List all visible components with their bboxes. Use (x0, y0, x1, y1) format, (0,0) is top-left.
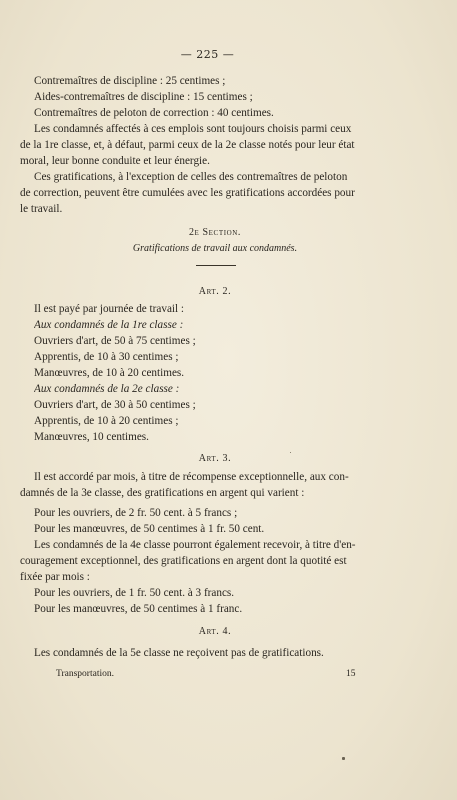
footer-running-title: Transportation. (56, 669, 114, 679)
text-line: Ouvriers d'art, de 30 à 50 centimes ; (34, 399, 196, 411)
page-number: — 225 — (180, 48, 235, 61)
text-line: le travail. (20, 203, 63, 215)
text-line: Les condamnés affectés à ces emplois sont toujours choisis parmi ceux (34, 123, 352, 135)
text-line: Les condamnés de la 5e classe ne reçoivent pas de gratifications. (34, 647, 324, 659)
text-line: Pour les ouvriers, de 2 fr. 50 cent. à 5 francs ; (34, 507, 238, 519)
text-line: Aux condamnés de la 1re classe : (34, 319, 184, 331)
article-heading: Art. 3. (198, 453, 232, 464)
text-line: moral, leur bonne conduite et leur énergie. (20, 155, 210, 167)
text-line: damnés de la 3e classe, des gratifications en argent qui varient : (20, 487, 305, 499)
text-line: Manœuvres, 10 centimes. (34, 431, 149, 443)
text-line: de correction, peuvent être cumulées avec les gratifications accordées pour (20, 187, 355, 199)
paper-speck (290, 452, 291, 453)
text-line: fixée par mois : (20, 571, 90, 583)
text-line: Pour les manœuvres, de 50 centimes à 1 fr. 50 cent. (34, 523, 265, 535)
text-line: Contremaîtres de peloton de correction : 40 centimes. (34, 107, 274, 119)
text-line: Aides-contremaîtres de discipline : 15 centimes ; (34, 91, 253, 103)
section-title: 2e Section. (188, 227, 242, 238)
paper-speck (342, 757, 345, 760)
text-line: Il est accordé par mois, à titre de récompense exceptionnelle, aux con- (34, 471, 349, 483)
section-rule (196, 265, 236, 266)
article-heading: Art. 2. (198, 286, 232, 297)
text-line: Aux condamnés de la 2e classe : (34, 383, 180, 395)
text-line: Ces gratifications, à l'exception de celles des contremaîtres de peloton (34, 171, 348, 183)
text-line: Apprentis, de 10 à 20 centimes ; (34, 415, 179, 427)
text-line: Apprentis, de 10 à 30 centimes ; (34, 351, 179, 363)
section-subtitle: Gratifications de travail aux condamnés. (132, 243, 298, 254)
text-line: Il est payé par journée de travail : (34, 303, 185, 315)
text-line: de la 1re classe, et, à défaut, parmi ceux de la 2e classe notés pour leur état (20, 139, 355, 151)
text-line: Contremaîtres de discipline : 25 centimes ; (34, 75, 226, 87)
footer-signature-number: 15 (346, 669, 356, 679)
text-line: Pour les ouvriers, de 1 fr. 50 cent. à 3 francs. (34, 587, 235, 599)
text-line: couragement exceptionnel, des gratifications en argent dont la quotité est (20, 555, 347, 567)
text-line: Ouvriers d'art, de 50 à 75 centimes ; (34, 335, 196, 347)
article-heading: Art. 4. (198, 626, 232, 637)
text-line: Manœuvres, de 10 à 20 centimes. (34, 367, 185, 379)
text-line: Pour les manœuvres, de 50 centimes à 1 franc. (34, 603, 243, 615)
text-line: Les condamnés de la 4e classe pourront également recevoir, à titre d'en- (34, 539, 356, 551)
